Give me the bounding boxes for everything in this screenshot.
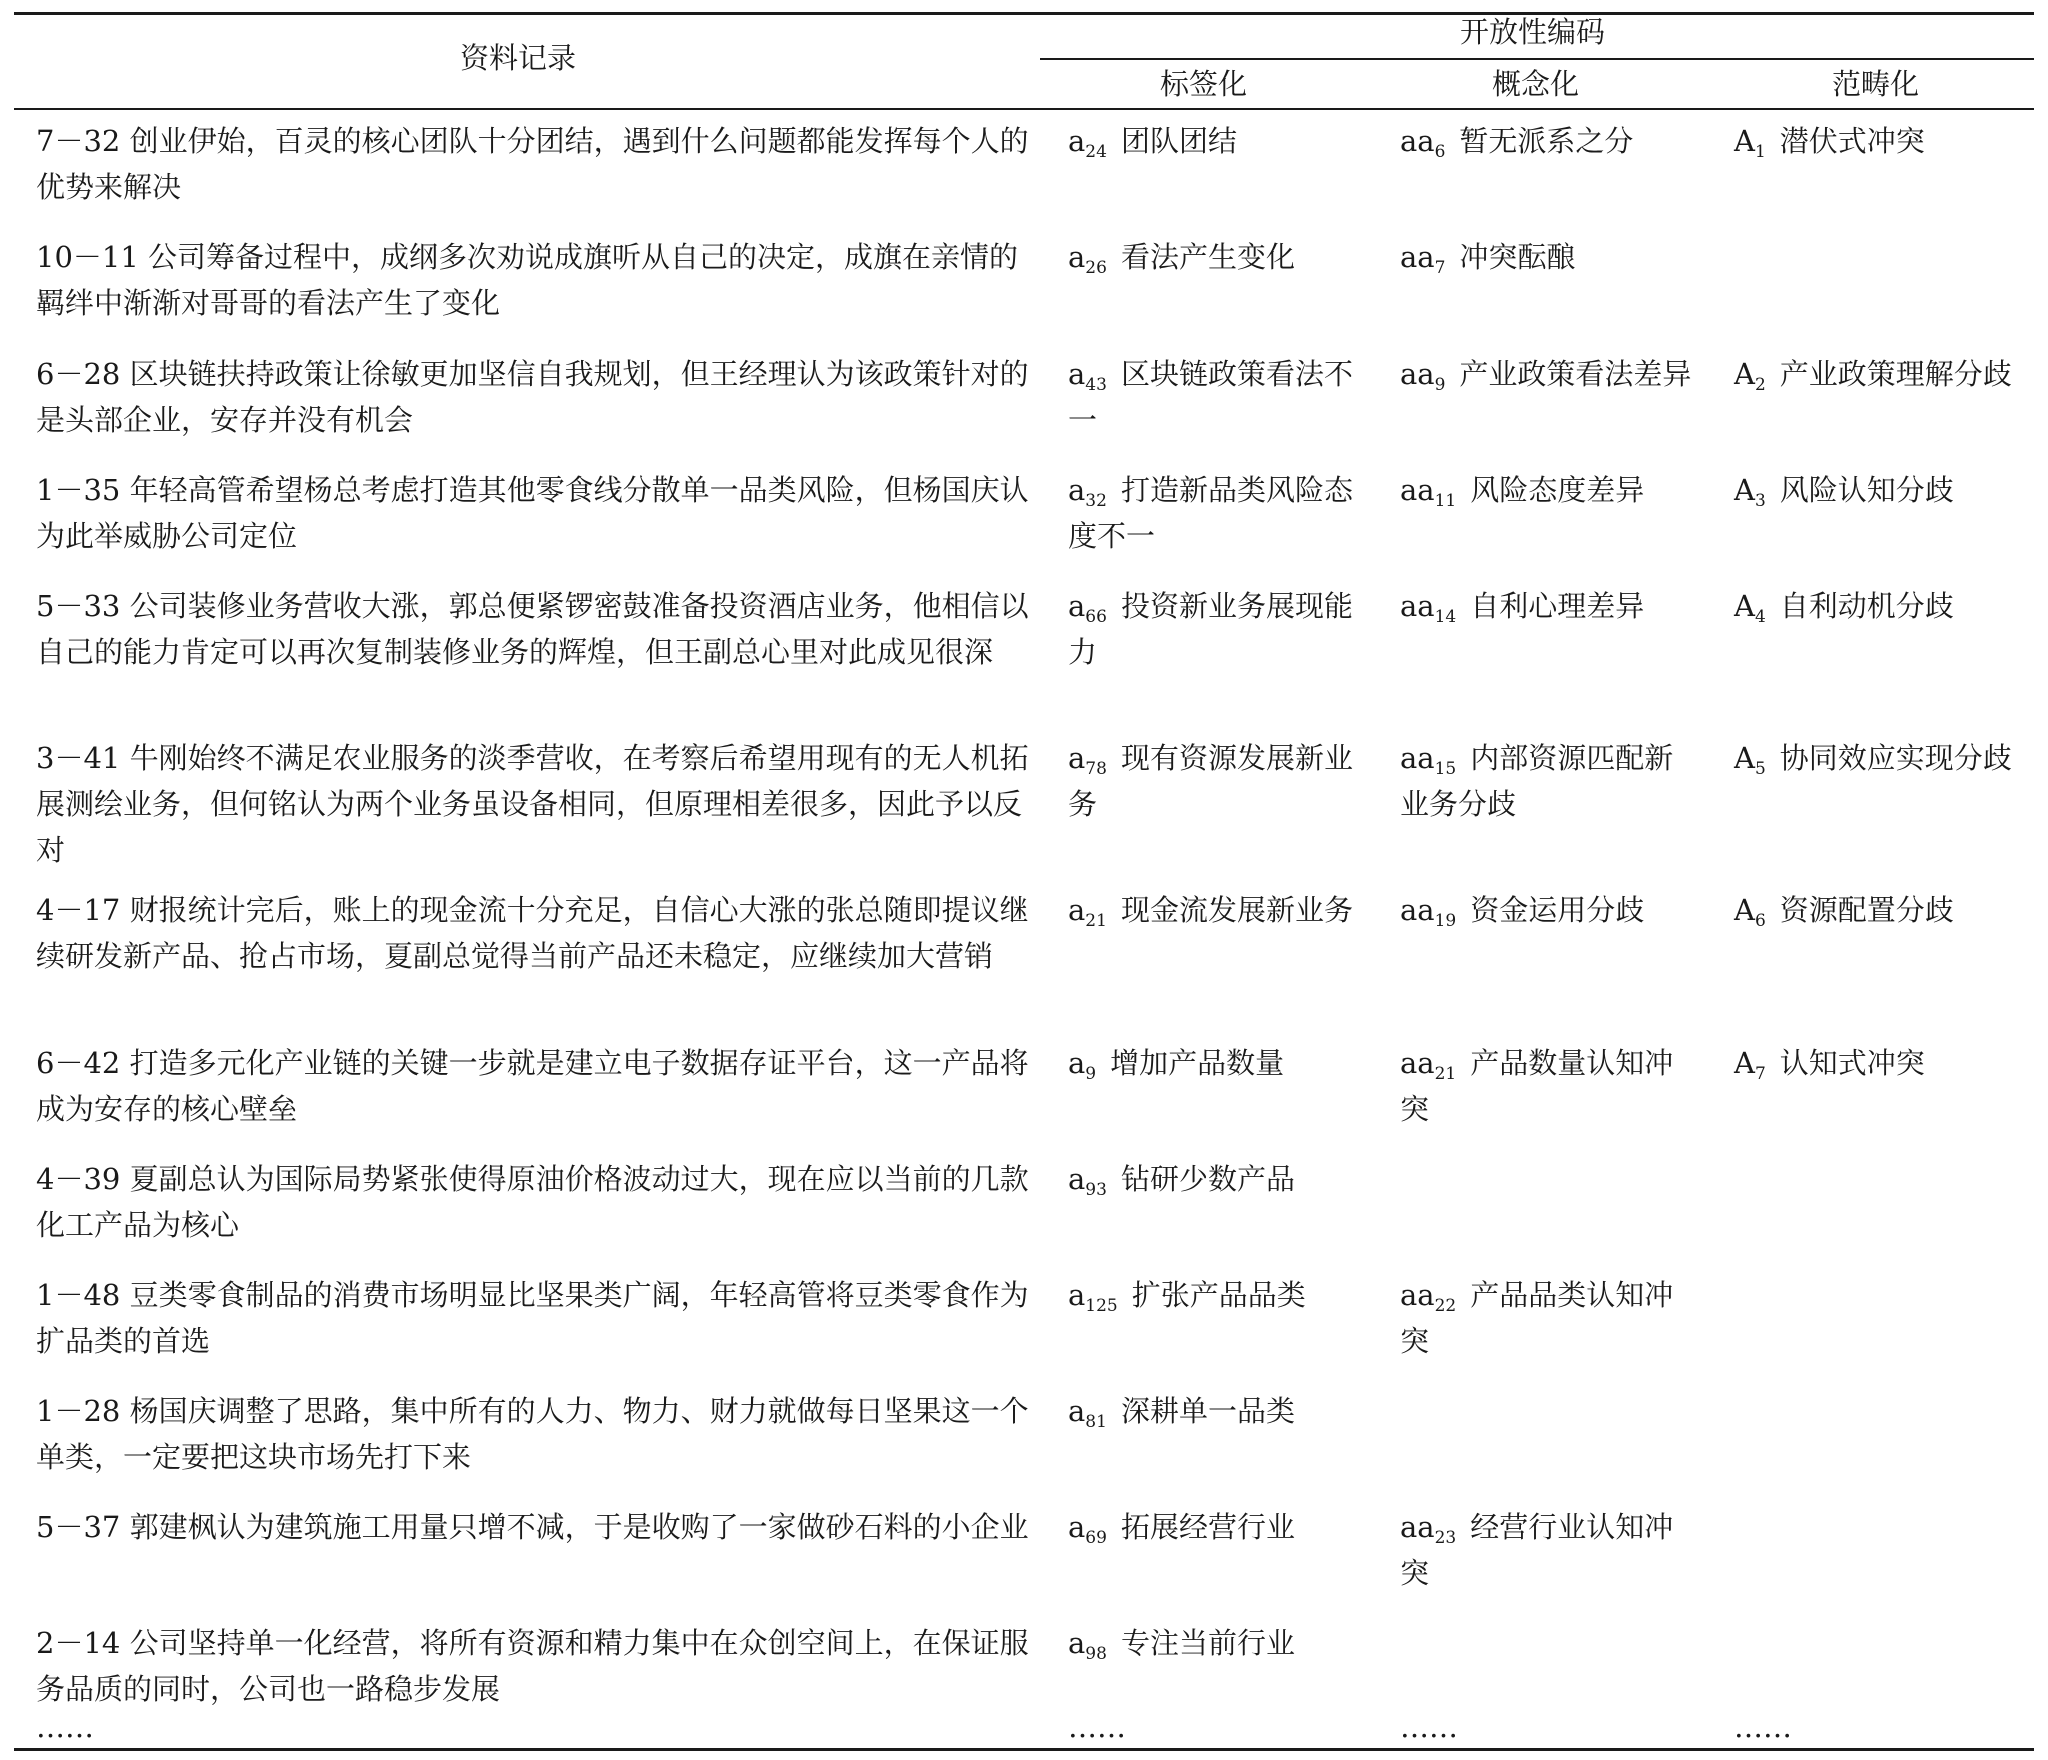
concept-cell-code-subscript: 6: [1434, 142, 1446, 162]
material-record-cell: 3－41 牛刚始终不满足农业服务的淡季营收，在考察后希望用现有的无人机拓展测绘业务，但何铭认为两个业务虽设备相同，但原理相差很多，因此予以反对: [36, 741, 1029, 867]
category-cell-code-base: A: [1734, 589, 1755, 623]
category-cell-text: 自利动机分歧: [1779, 589, 1954, 623]
concept-cell-text: 暂无派系之分: [1459, 124, 1634, 158]
material-record-cell: 1－28 杨国庆调整了思路，集中所有的人力、物力、财力就做每日坚果这一个单类，一定要把这块市场先打下来: [36, 1394, 1029, 1474]
concept-cell: [1400, 1040, 1700, 1132]
concept-cell-code-subscript: 22: [1434, 1296, 1457, 1316]
concept-cell-code-base: aa: [1400, 473, 1435, 507]
label-cell-text: 拓展经营行业: [1120, 1510, 1295, 1544]
category-cell-code-base: A: [1734, 473, 1755, 507]
label-cell-code-base: a: [1068, 741, 1086, 775]
concept-cell-code: [1400, 583, 1456, 629]
label-cell-text: 打造新品类风险态度不一: [1068, 473, 1353, 553]
material-record-cell: 5－33 公司装修业务营收大涨，郭总便紧锣密鼓准备投资酒店业务，他相信以自己的能力肯定可以再次复制装修业务的辉煌，但王副总心里对此成见很深: [36, 589, 1029, 669]
label-cell-code: [1068, 887, 1107, 933]
material-record-cell: 4－17 财报统计完后，账上的现金流十分充足，自信心大涨的张总随即提议继续研发新产品、抢占市场，夏副总觉得当前产品还未稳定，应继续加大营销: [36, 893, 1029, 973]
category-cell-code: [1734, 118, 1766, 164]
label-cell-code-base: a: [1068, 893, 1086, 927]
category-cell: [1734, 467, 2034, 513]
label-cell-text: 区块链政策看法不一: [1068, 357, 1353, 437]
label-cell-code-subscript: 81: [1085, 1412, 1107, 1432]
concept-cell-code-base: aa: [1400, 124, 1435, 158]
label-cell-code-base: a: [1068, 1510, 1086, 1544]
label-cell: [1068, 1156, 1358, 1202]
concept-cell-text: 产品数量认知冲突: [1400, 1046, 1674, 1126]
concept-cell-code: [1400, 467, 1456, 513]
category-cell-code-base: A: [1734, 357, 1755, 391]
concept-cell-code: [1400, 1504, 1456, 1550]
label-cell: [1068, 1040, 1358, 1086]
label-cell-code-subscript: 78: [1085, 759, 1107, 779]
label-cell-text: 看法产生变化: [1120, 240, 1295, 274]
concept-cell-code: [1400, 1272, 1456, 1318]
label-cell-code: [1068, 234, 1107, 280]
category-cell: [1734, 1040, 2034, 1086]
concept-cell-text: 风险态度差异: [1470, 473, 1645, 507]
label-cell-code-base: a: [1068, 1278, 1086, 1312]
label-cell-code-base: a: [1068, 240, 1086, 274]
category-cell-code-subscript: 4: [1754, 607, 1766, 627]
category-cell: [1734, 887, 2034, 933]
category-cell: [1734, 735, 2034, 781]
label-cell-code-base: a: [1068, 1394, 1086, 1428]
concept-cell: [1400, 118, 1700, 164]
material-record-cell: 6－28 区块链扶持政策让徐敏更加坚信自我规划，但王经理认为该政策针对的是头部企业，安存并没有机会: [36, 357, 1029, 437]
label-cell-code-subscript: 32: [1085, 491, 1107, 511]
label-cell-code-base: a: [1068, 1162, 1086, 1196]
concept-cell: [1400, 583, 1700, 629]
label-cell: [1068, 1272, 1358, 1318]
category-cell-code-subscript: 2: [1754, 375, 1766, 395]
label-cell-text: 团队团结: [1120, 124, 1237, 158]
concept-cell-code-base: aa: [1400, 1046, 1435, 1080]
concept-cell-text: 产品品类认知冲突: [1400, 1278, 1674, 1358]
label-cell-code-base: a: [1068, 124, 1086, 158]
category-cell-text: 认知式冲突: [1779, 1046, 1925, 1080]
category-cell-code: [1734, 887, 1766, 933]
label-cell: [1068, 583, 1358, 675]
category-cell-code-subscript: 6: [1754, 911, 1766, 931]
open-coding-underline: [1040, 58, 2034, 60]
ellipsis-cell: ……: [36, 1710, 94, 1744]
label-cell-text: 现金流发展新业务: [1120, 893, 1353, 927]
concept-cell: [1400, 234, 1700, 280]
label-cell-code-subscript: 9: [1085, 1064, 1097, 1084]
header-conceptualizing: 概念化: [1492, 67, 1580, 101]
label-cell-code-base: a: [1068, 473, 1086, 507]
concept-cell-code-subscript: 14: [1434, 607, 1457, 627]
concept-cell-code: [1400, 118, 1445, 164]
concept-cell: [1400, 351, 1700, 397]
label-cell-code-subscript: 98: [1085, 1644, 1107, 1664]
category-cell-text: 潜伏式冲突: [1779, 124, 1925, 158]
label-cell: [1068, 467, 1358, 559]
concept-cell: [1400, 887, 1700, 933]
header-open-coding: 开放性编码: [1460, 15, 1606, 49]
concept-cell-code-subscript: 19: [1434, 911, 1457, 931]
label-cell-code-subscript: 21: [1085, 911, 1107, 931]
concept-cell-code-subscript: 23: [1434, 1528, 1457, 1548]
label-cell-code-base: a: [1068, 589, 1086, 623]
category-cell-code-base: A: [1734, 124, 1755, 158]
label-cell-text: 专注当前行业: [1120, 1626, 1295, 1660]
concept-cell-code: [1400, 887, 1456, 933]
label-cell-code: [1068, 1388, 1107, 1434]
concept-cell-code-base: aa: [1400, 1510, 1435, 1544]
ellipsis-cell: ……: [1068, 1710, 1126, 1744]
category-cell-code-subscript: 1: [1754, 142, 1766, 162]
label-cell: [1068, 351, 1358, 443]
category-cell: [1734, 583, 2034, 629]
label-cell-code: [1068, 118, 1107, 164]
label-cell: [1068, 1504, 1358, 1550]
concept-cell-code: [1400, 735, 1456, 781]
label-cell-code: [1068, 1620, 1107, 1666]
label-cell: [1068, 234, 1358, 280]
top-rule: [14, 12, 2034, 15]
label-cell-code: [1068, 351, 1107, 397]
label-cell-code: [1068, 1272, 1118, 1318]
label-cell: [1068, 735, 1358, 827]
concept-cell-text: 资金运用分歧: [1470, 893, 1645, 927]
concept-cell-code-subscript: 7: [1434, 258, 1446, 278]
concept-cell-code-subscript: 11: [1434, 491, 1457, 511]
label-cell-text: 深耕单一品类: [1120, 1394, 1295, 1428]
label-cell: [1068, 1620, 1358, 1666]
category-cell-code: [1734, 735, 1766, 781]
material-record-cell: 5－37 郭建枫认为建筑施工用量只增不减，于是收购了一家做砂石料的小企业: [36, 1510, 1029, 1544]
material-record-cell: 7－32 创业伊始，百灵的核心团队十分团结，遇到什么问题都能发挥每个人的优势来解决: [36, 124, 1029, 204]
label-cell-code-subscript: 69: [1085, 1528, 1107, 1548]
material-record-cell: 1－48 豆类零食制品的消费市场明显比坚果类广阔，年轻高管将豆类零食作为扩品类的首选: [36, 1278, 1029, 1358]
concept-cell-text: 自利心理差异: [1470, 589, 1645, 623]
concept-cell-code-base: aa: [1400, 589, 1435, 623]
category-cell: [1734, 351, 2034, 397]
category-cell-text: 协同效应实现分歧: [1779, 741, 2012, 775]
category-cell-code-subscript: 3: [1754, 491, 1766, 511]
category-cell-code: [1734, 351, 1766, 397]
label-cell-code-subscript: 66: [1085, 607, 1107, 627]
label-cell-code-subscript: 26: [1085, 258, 1107, 278]
category-cell-text: 产业政策理解分歧: [1779, 357, 2012, 391]
label-cell-code: [1068, 1156, 1107, 1202]
category-cell-code: [1734, 1040, 1766, 1086]
header-material: 资料记录: [460, 41, 577, 75]
category-cell-text: 资源配置分歧: [1779, 893, 1954, 927]
label-cell-text: 投资新业务展现能力: [1068, 589, 1353, 669]
label-cell-code-subscript: 93: [1085, 1180, 1107, 1200]
label-cell-text: 钻研少数产品: [1120, 1162, 1295, 1196]
material-record-cell: 2－14 公司坚持单一化经营，将所有资源和精力集中在众创空间上，在保证服务品质的同时，公司也一路稳步发展: [36, 1626, 1029, 1706]
concept-cell-code: [1400, 234, 1445, 280]
category-cell-code-subscript: 5: [1754, 759, 1766, 779]
category-cell-code-base: A: [1734, 741, 1755, 775]
label-cell-code-subscript: 125: [1085, 1296, 1118, 1316]
concept-cell-code-subscript: 15: [1434, 759, 1457, 779]
label-cell-code-subscript: 43: [1085, 375, 1107, 395]
category-cell-code: [1734, 583, 1766, 629]
label-cell-code: [1068, 467, 1107, 513]
material-record-cell: 1－35 年轻高管希望杨总考虑打造其他零食线分散单一品类风险，但杨国庆认为此举威胁公司定位: [36, 473, 1029, 553]
category-cell-code-base: A: [1734, 1046, 1755, 1080]
concept-cell-text: 经营行业认知冲突: [1400, 1510, 1674, 1590]
material-record-cell: 10－11 公司筹备过程中，成纲多次劝说成旗听从自己的决定，成旗在亲情的羁绊中渐渐对哥哥的看法产生了变化: [36, 240, 1019, 320]
concept-cell: [1400, 735, 1700, 827]
concept-cell-code-base: aa: [1400, 1278, 1435, 1312]
label-cell-code: [1068, 1040, 1096, 1086]
category-cell-code-subscript: 7: [1754, 1064, 1766, 1084]
category-cell: [1734, 118, 2034, 164]
category-cell-code: [1734, 467, 1766, 513]
concept-cell-code-subscript: 21: [1434, 1064, 1457, 1084]
label-cell: [1068, 887, 1358, 933]
label-cell-code: [1068, 1504, 1107, 1550]
concept-cell-code-base: aa: [1400, 893, 1435, 927]
concept-cell: [1400, 1272, 1700, 1364]
concept-cell-code: [1400, 1040, 1456, 1086]
label-cell-code: [1068, 735, 1107, 781]
ellipsis-cell: ……: [1734, 1710, 1792, 1744]
material-record-cell: 4－39 夏副总认为国际局势紧张使得原油价格波动过大，现在应以当前的几款化工产品为核心: [36, 1162, 1029, 1242]
concept-cell-code-base: aa: [1400, 741, 1435, 775]
category-cell-text: 风险认知分歧: [1779, 473, 1954, 507]
concept-cell-text: 内部资源匹配新业务分歧: [1400, 741, 1674, 821]
label-cell-code-base: a: [1068, 1626, 1086, 1660]
concept-cell: [1400, 1504, 1700, 1596]
ellipsis-cell: ……: [1400, 1710, 1458, 1744]
header-bottom-rule: [14, 108, 2034, 110]
label-cell-text: 现有资源发展新业务: [1068, 741, 1353, 821]
label-cell-code: [1068, 583, 1107, 629]
header-categorizing: 范畴化: [1832, 67, 1920, 101]
label-cell-code-base: a: [1068, 357, 1086, 391]
label-cell-text: 增加产品数量: [1110, 1046, 1285, 1080]
header-labeling: 标签化: [1160, 67, 1248, 101]
concept-cell-text: 冲突酝酿: [1459, 240, 1576, 274]
label-cell-code-subscript: 24: [1085, 142, 1107, 162]
label-cell-text: 扩张产品品类: [1131, 1278, 1306, 1312]
category-cell-code-base: A: [1734, 893, 1755, 927]
concept-cell-code-base: aa: [1400, 240, 1435, 274]
concept-cell-code-base: aa: [1400, 357, 1435, 391]
concept-cell: [1400, 467, 1700, 513]
concept-cell-text: 产业政策看法差异: [1459, 357, 1692, 391]
label-cell-code-base: a: [1068, 1046, 1086, 1080]
label-cell: [1068, 118, 1358, 164]
label-cell: [1068, 1388, 1358, 1434]
concept-cell-code-subscript: 9: [1434, 375, 1446, 395]
material-record-cell: 6－42 打造多元化产业链的关键一步就是建立电子数据存证平台，这一产品将成为安存的核心壁垒: [36, 1046, 1029, 1126]
concept-cell-code: [1400, 351, 1445, 397]
